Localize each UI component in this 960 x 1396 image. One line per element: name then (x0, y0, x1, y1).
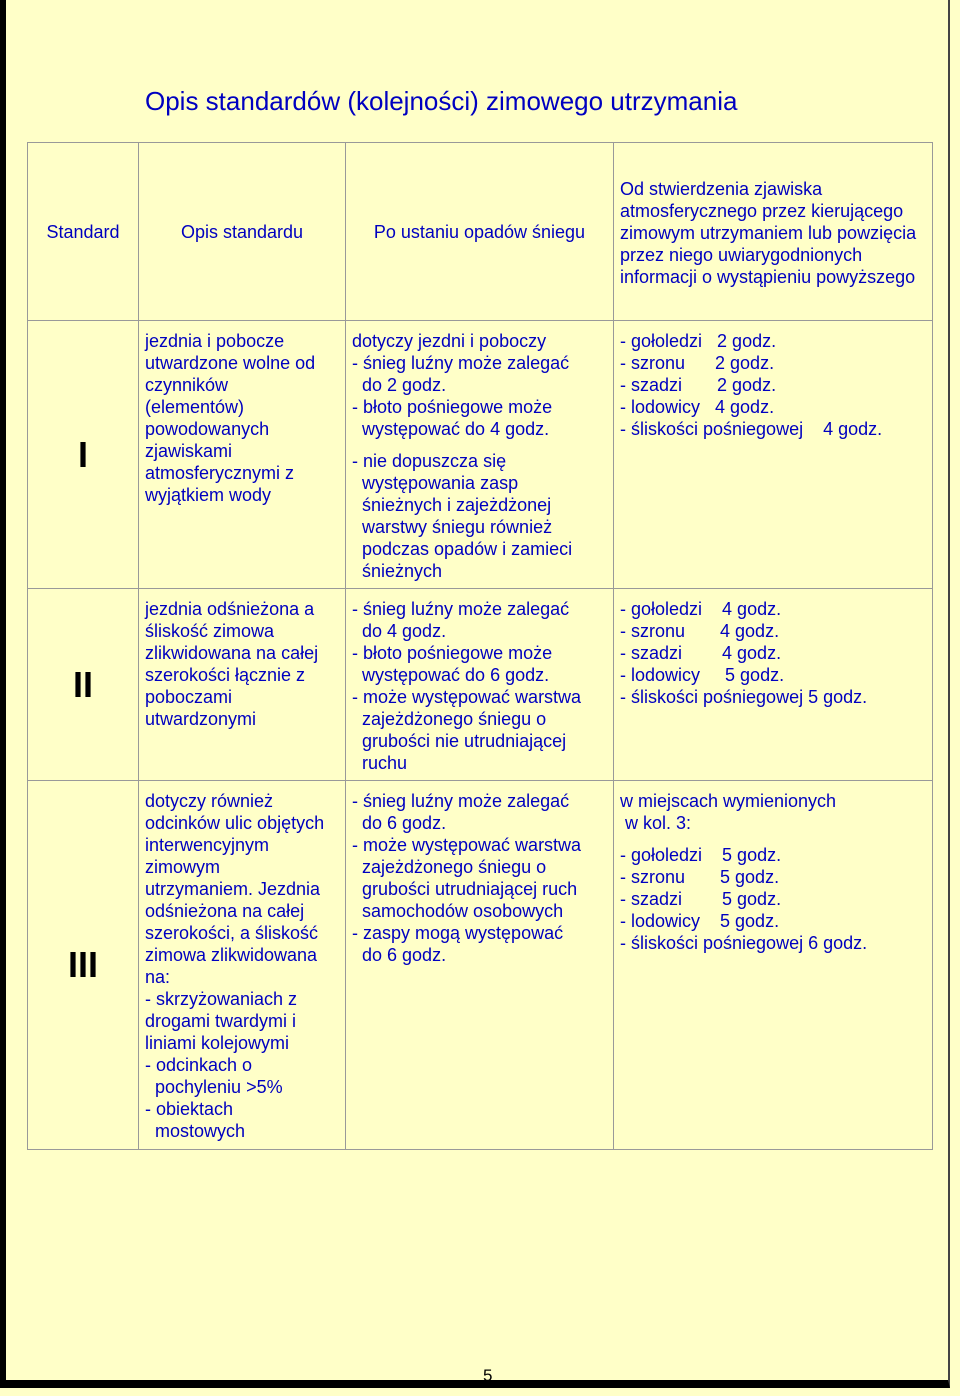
text-line: w kol. 3: (620, 813, 692, 833)
text-line: - nie dopuszcza się (352, 451, 507, 471)
text-line: utrzymaniem. Jezdnia (145, 879, 321, 899)
text-line: interwencyjnym (145, 835, 270, 855)
text-line: - gołoledzi 4 godz. (620, 599, 782, 619)
text-line: - śliskości pośniegowej 4 godz. (620, 419, 883, 439)
text-line: występować do 4 godz. (352, 419, 550, 439)
od-stwierdzenia-cell (614, 589, 933, 781)
table-row (28, 589, 933, 781)
text-line (620, 834, 926, 844)
text-line: zlikwidowana na całej (145, 643, 319, 663)
text-line: - szronu 2 godz. (620, 353, 775, 373)
page-number: 5 (483, 1366, 493, 1385)
table-row (28, 321, 933, 589)
text-line: na: (145, 967, 171, 987)
text-line: zajeżdżonego śniegu o (352, 857, 547, 877)
text-line: zjawiskami (145, 441, 233, 461)
text-line: - lodowicy 5 godz. (620, 911, 780, 931)
text-line: zajeżdżonego śniegu o (352, 709, 547, 729)
text-line: w miejscach wymienionych (620, 791, 837, 811)
text-line: grubości nie utrudniającej (352, 731, 567, 751)
text-line: powodowanych (145, 419, 270, 439)
text-line: do 2 godz. (352, 375, 447, 395)
standard-number: II (28, 589, 139, 781)
text-line: podczas opadów i zamieci (352, 539, 573, 559)
standards-table (27, 142, 933, 1150)
text-line: do 6 godz. (352, 813, 447, 833)
text-line: śliskość zimowa (145, 621, 275, 641)
text-line: wyjątkiem wody (145, 485, 272, 505)
text-line: czynników (145, 375, 229, 395)
text-line: - szadzi 2 godz. (620, 375, 777, 395)
text-line: liniami kolejowymi (145, 1033, 290, 1053)
opis-cell (139, 321, 346, 589)
text-line: mostowych (145, 1121, 246, 1141)
text-line: grubości utrudniającej ruch (352, 879, 578, 899)
page-title: Opis standardów (kolejności) zimowego utrzymania (145, 86, 738, 116)
text-line: - gołoledzi 5 godz. (620, 845, 782, 865)
header-od-stwierdzenia: Od stwierdzenia zjawiska atmosferycznego przez kierującego zimowym utrzymaniem lub powzięcia przez niego uwiarygodnionych informacji o wystąpieniu powyższego (614, 143, 933, 321)
table-row (28, 781, 933, 1150)
text-line: jezdnia odśnieżona a (145, 599, 315, 619)
text-line: śnieżnych (352, 561, 443, 581)
opis-cell (139, 589, 346, 781)
text-line: - śliskości pośniegowej 6 godz. (620, 933, 868, 953)
text-line: samochodów osobowych (352, 901, 564, 921)
text-line: - śnieg luźny może zalegać (352, 599, 570, 619)
text-line (352, 440, 607, 450)
text-line: - gołoledzi 2 godz. (620, 331, 777, 351)
text-line: - szronu 4 godz. (620, 621, 780, 641)
text-line: odśnieżona na całej (145, 901, 305, 921)
text-line: śnieżnych i zajeżdżonej (352, 495, 552, 515)
text-line: do 6 godz. (352, 945, 447, 965)
text-line: (elementów) (145, 397, 245, 417)
text-line: - śliskości pośniegowej 5 godz. (620, 687, 868, 707)
text-line: - szronu 5 godz. (620, 867, 780, 887)
text-line: - szadzi 5 godz. (620, 889, 782, 909)
text-line: poboczami (145, 687, 233, 707)
po-ustaniu-cell (346, 321, 614, 589)
od-stwierdzenia-cell (614, 321, 933, 589)
text-line: - może występować warstwa (352, 687, 582, 707)
text-line: występowania zasp (352, 473, 519, 493)
text-line: - błoto pośniegowe może (352, 643, 553, 663)
text-line: do 4 godz. (352, 621, 447, 641)
text-line: ruchu (352, 753, 408, 773)
text-line: atmosferycznymi z (145, 463, 295, 483)
text-line: - może występować warstwa (352, 835, 582, 855)
text-line: dotyczy jezdni i poboczy (352, 331, 547, 351)
po-ustaniu-cell (346, 781, 614, 1150)
text-line: - skrzyżowaniach z (145, 989, 298, 1009)
table-header-row (28, 143, 933, 321)
text-line: zimowa zlikwidowana (145, 945, 318, 965)
text-line: warstwy śniegu również (352, 517, 553, 537)
text-line: szerokości łącznie z (145, 665, 306, 685)
standard-number: III (28, 781, 139, 1150)
text-line: utwardzone wolne od (145, 353, 316, 373)
text-line: utwardzonymi (145, 709, 257, 729)
text-line: zimowym (145, 857, 220, 877)
od-stwierdzenia-cell (614, 781, 933, 1150)
text-line: - obiektach (145, 1099, 234, 1119)
text-line: - szadzi 4 godz. (620, 643, 782, 663)
text-line: jezdnia i pobocze (145, 331, 285, 351)
text-line: pochyleniu >5% (145, 1077, 283, 1097)
text-line: - zaspy mogą występować (352, 923, 564, 943)
text-line: dotyczy również (145, 791, 274, 811)
text-line: - lodowicy 4 godz. (620, 397, 775, 417)
header-opis-standardu: Opis standardu (139, 143, 346, 321)
opis-cell (139, 781, 346, 1150)
text-line: - śnieg luźny może zalegać (352, 791, 570, 811)
text-line: drogami twardymi i (145, 1011, 297, 1031)
header-standard: Standard (28, 143, 139, 321)
text-line: - odcinkach o (145, 1055, 253, 1075)
text-line: odcinków ulic objętych (145, 813, 325, 833)
standard-number: I (28, 321, 139, 589)
text-line: szerokości, a śliskość (145, 923, 319, 943)
header-po-ustaniu: Po ustaniu opadów śniegu (346, 143, 614, 321)
po-ustaniu-cell (346, 589, 614, 781)
text-line: występować do 6 godz. (352, 665, 550, 685)
text-line: - błoto pośniegowe może (352, 397, 553, 417)
text-line: - śnieg luźny może zalegać (352, 353, 570, 373)
text-line: - lodowicy 5 godz. (620, 665, 785, 685)
